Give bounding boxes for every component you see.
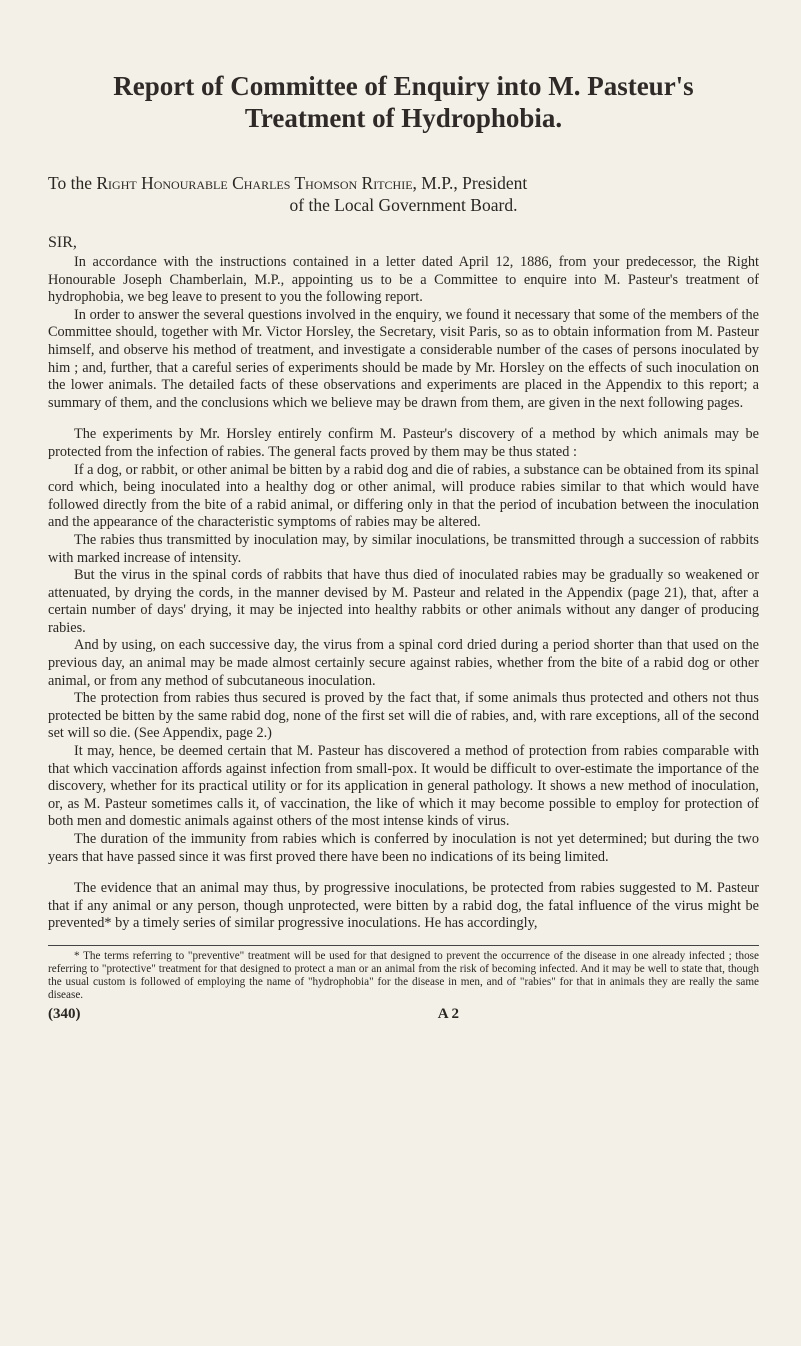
paragraph-final: The evidence that an animal may thus, by progressive inoculations, be protected from rabies suggested to M. Pasteur that if any animal or any person, though unprotected, were bitten by a rabid dog, the fatal influence of the virus might be prevented* by a timely series of similar progressive inoculations. He has accordingly, — [48, 880, 759, 932]
salutation: SIR, — [48, 234, 77, 251]
signature-mark: A 2 — [437, 1005, 459, 1022]
paragraph: The rabies thus transmitted by inoculation may, by similar inoculations, be transmitted through a succession of rabbits with marked increase of intensity. — [48, 531, 759, 566]
title-line-1: Report of Committee of Enquiry into M. Pasteur's — [113, 71, 694, 101]
paragraph: In order to answer the several questions involved in the enquiry, we found it necessary that some of the members of the Committee should, together with Mr. Victor Horsley, the Secretary, visit Paris, so as to obtain information from M. Pasteur himself, and observe his method of treatment, and investigate a considerable number of the cases of persons inoculated by him ; and, further, that a careful series of experiments should be made by Mr. Horsley on the effects of such inoculation on the lower animals. The detailed facts of these observations and experiments are placed in the Appendix to this report; a summary of them, and the conclusions which we believe may be drawn from them, are given in the next following pages. — [48, 306, 759, 411]
report-title — [48, 70, 759, 134]
paragraph: The protection from rabies thus secured is proved by the fact that, if some animals thus protected and others not thus protected be bitten by the same rabid dog, none of the first set will die of rabies, and, with rare exceptions, all of the second set will so die. (See Appendix, page 2.) — [48, 690, 759, 742]
paragraph: It may, hence, be deemed certain that M. Pasteur has discovered a method of protection from rabies comparable with that which vaccination affords against infection from small-pox. It would be difficult to over-estimate the importance of the discovery, whether for its practical utility or for its application in general pathology. It shows a new method of inoculation, or, as M. Pasteur sometimes calls it, of vaccination, the like of which it may become possible to employ for protection of both men and domestic animals against others of the most intense kinds of virus. — [48, 743, 759, 830]
footnote-divider — [48, 945, 759, 946]
paragraph: The duration of the immunity from rabies which is conferred by inoculation is not yet determined; but during the two years that have passed since it was first proved there have been no indications of its being limited. — [48, 831, 759, 865]
report-body — [48, 254, 759, 933]
paragraph: And by using, on each successive day, the virus from a spinal cord dried during a period shorter than that used on the previous day, an animal may be made almost certainly secure against rabies, whether from the bite of a rabid dog or other animal, or from any method of subcutaneous inoculation. — [48, 637, 759, 689]
addressee-name: Right Honourable Charles Thomson Ritchie — [96, 173, 413, 193]
addressee-line-2: of the Local Government Board. — [289, 195, 518, 215]
print-number: (340) — [48, 1005, 81, 1022]
page-footer — [48, 1006, 759, 1023]
addressee-line-1 — [48, 172, 759, 194]
paragraph: In accordance with the instructions contained in a letter dated April 12, 1886, from your predecessor, the Right Honourable Joseph Chamberlain, M.P., appointing us to be a Committee to enquire into M. Pasteur's treatment of hydrophobia, we beg leave to present to you the following report. — [48, 254, 759, 306]
addressee — [48, 172, 759, 216]
title-line-2: Treatment of Hydrophobia. — [244, 103, 563, 133]
footnote: * The terms referring to "preventive" treatment will be used for that designed to prevent the occurrence of the disease in one already infected ; those referring to "protective" treatment for that designed to protect a man or an animal from the risk of becoming infected. And it may be well to state that, though the usual custom is followed of employing the name of "hydrophobia" for the disease in men, and of "rabies" for that in animals they are really the same disease. — [48, 949, 759, 1001]
addressee-suffix: , M.P., President — [412, 173, 528, 193]
paragraph: But the virus in the spinal cords of rabbits that have thus died of inoculated rabies may be gradually so weakened or attenuated, by drying the cords, in the manner devised by M. Pasteur and related in the Appendix (page 21), that, after a certain number of days' drying, it may be injected into healthy rabbits or other animals without any danger of producing rabies. — [48, 567, 759, 636]
addressee-prefix: To the — [48, 173, 97, 193]
paragraph: If a dog, or rabbit, or other animal be bitten by a rabid dog and die of rabies, a substance can be obtained from its spinal cord which, being inoculated into a healthy dog or other animal, will produce rabies similar to that which would have followed directly from the bite of a rabid animal, or differing only in that the period of incubation between the inoculation and the appearance of the characteristic symptoms of rabies may be altered. — [48, 461, 759, 531]
paragraph: The experiments by Mr. Horsley entirely confirm M. Pasteur's discovery of a method by which animals may be protected from the infection of rabies. The general facts proved by them may be thus stated : — [48, 426, 759, 460]
